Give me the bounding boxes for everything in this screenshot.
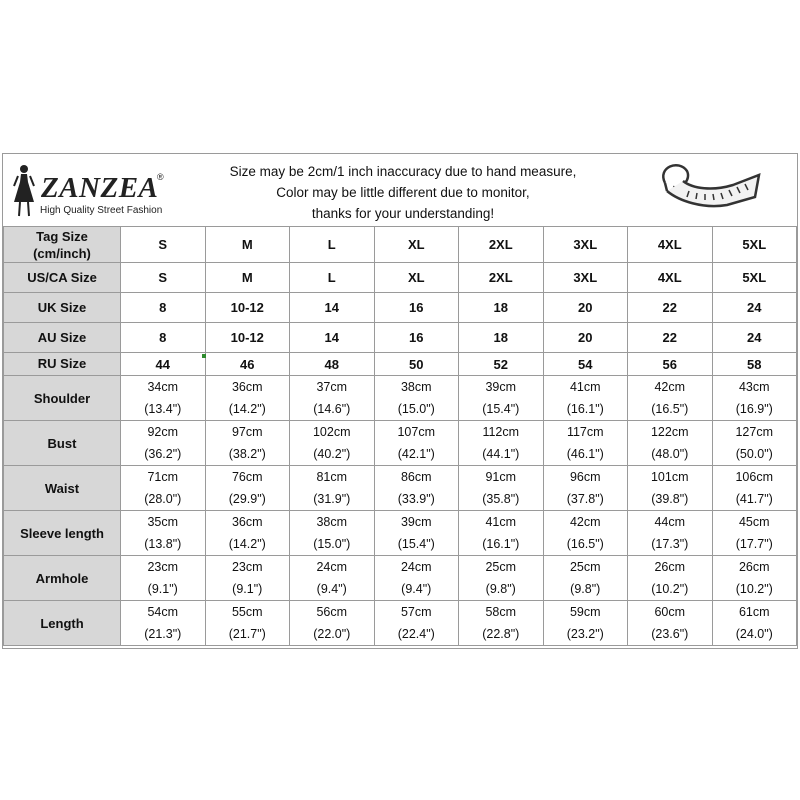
measurement-cell <box>712 601 797 646</box>
inch-value: (22.8") <box>482 627 520 641</box>
measurement-cell <box>459 466 544 511</box>
inch-value: (15.4") <box>397 537 435 551</box>
size-cell: 20 <box>543 293 628 323</box>
size-cell: XL <box>374 263 459 293</box>
measurement-cell <box>712 466 797 511</box>
size-cell: 2XL <box>459 227 544 263</box>
measurement-cell <box>374 466 459 511</box>
size-cell: S <box>121 263 206 293</box>
size-cell: 4XL <box>628 263 713 293</box>
measurement-cell <box>290 556 375 601</box>
inch-value: (17.3") <box>651 537 689 551</box>
inch-value: (17.7") <box>735 537 773 551</box>
cm-value: 86cm <box>400 470 432 484</box>
measurement-cell <box>290 421 375 466</box>
cm-value: 44cm <box>654 515 686 529</box>
row-label <box>4 227 121 263</box>
measurement-cell <box>290 511 375 556</box>
row-label-text: AU Size <box>37 329 87 345</box>
cm-value: 24cm <box>316 560 348 574</box>
measurement-cell <box>628 421 713 466</box>
cm-value: 25cm <box>485 560 517 574</box>
measurement-cell <box>628 556 713 601</box>
inch-value: (9.4") <box>401 582 432 596</box>
size-cell: 2XL <box>459 263 544 293</box>
chart-header <box>3 154 797 227</box>
measurement-cell <box>459 556 544 601</box>
measurement-cell <box>543 511 628 556</box>
inch-value: (10.2") <box>735 582 773 596</box>
row-label: Sleeve length <box>4 511 121 556</box>
measurement-row <box>4 376 797 421</box>
measurement-notice <box>203 161 603 224</box>
size-cell: 20 <box>543 323 628 353</box>
size-row <box>4 263 797 293</box>
inch-value: (21.7") <box>228 627 266 641</box>
size-cell: 54 <box>543 353 628 376</box>
row-label-text: (cm/inch) <box>33 245 91 261</box>
measurement-rows <box>4 376 797 646</box>
measurement-cell <box>121 376 206 421</box>
cm-value: 81cm <box>316 470 348 484</box>
measurement-cell <box>374 556 459 601</box>
measurement-row <box>4 556 797 601</box>
cm-value: 122cm <box>650 425 689 439</box>
measurement-cell <box>121 556 206 601</box>
size-cell: 24 <box>712 323 797 353</box>
inch-value: (16.1") <box>566 402 604 416</box>
size-cell: 58 <box>712 353 797 376</box>
inch-value: (38.2") <box>228 447 266 461</box>
measurement-cell <box>205 466 290 511</box>
row-label-text: US/CA Size <box>27 269 97 285</box>
inch-value: (15.0") <box>397 402 435 416</box>
cm-value: 60cm <box>654 605 686 619</box>
row-label <box>4 293 121 323</box>
cm-value: 91cm <box>485 470 517 484</box>
cm-value: 43cm <box>738 380 770 394</box>
cm-value: 45cm <box>738 515 770 529</box>
size-cell: 22 <box>628 293 713 323</box>
measurement-cell <box>205 556 290 601</box>
cm-value: 26cm <box>738 560 770 574</box>
size-cell: 22 <box>628 323 713 353</box>
inch-value: (36.2") <box>144 447 182 461</box>
size-cell: L <box>290 227 375 263</box>
cm-value: 37cm <box>316 380 348 394</box>
registered-mark: ® <box>157 172 164 182</box>
inch-value: (23.2") <box>566 627 604 641</box>
cm-value: 41cm <box>485 515 517 529</box>
measurement-row <box>4 601 797 646</box>
inch-value: (42.1") <box>397 447 435 461</box>
inch-value: (14.2") <box>228 537 266 551</box>
inch-value: (46.1") <box>566 447 604 461</box>
size-row <box>4 323 797 353</box>
measurement-cell <box>543 421 628 466</box>
inch-value: (40.2") <box>313 447 351 461</box>
dress-figure-icon <box>9 162 39 220</box>
measuring-tape-icon <box>643 157 773 223</box>
cm-value: 42cm <box>654 380 686 394</box>
inch-value: (50.0") <box>735 447 773 461</box>
cm-value: 107cm <box>397 425 436 439</box>
brand-logo <box>9 162 184 220</box>
size-cell: 50 <box>374 353 459 376</box>
inch-value: (16.5") <box>566 537 604 551</box>
inch-value: (14.6") <box>313 402 351 416</box>
size-cell: 14 <box>290 323 375 353</box>
measurement-cell <box>374 511 459 556</box>
cm-value: 59cm <box>569 605 601 619</box>
cm-value: 106cm <box>735 470 774 484</box>
inch-value: (14.2") <box>228 402 266 416</box>
row-label <box>4 263 121 293</box>
cm-value: 42cm <box>569 515 601 529</box>
size-cell: 4XL <box>628 227 713 263</box>
inch-value: (24.0") <box>735 627 773 641</box>
inch-value: (9.8") <box>485 582 516 596</box>
measurement-cell <box>712 556 797 601</box>
row-label: Shoulder <box>4 376 121 421</box>
brand-name: ZANZEA <box>41 172 159 204</box>
row-label: Bust <box>4 421 121 466</box>
cm-value: 25cm <box>569 560 601 574</box>
size-cell: M <box>205 227 290 263</box>
row-label: Waist <box>4 466 121 511</box>
notice-line: Color may be little different due to monitor, <box>276 185 530 200</box>
inch-value: (15.0") <box>313 537 351 551</box>
cm-value: 36cm <box>231 380 263 394</box>
inch-value: (9.1") <box>147 582 178 596</box>
inch-value: (31.9") <box>313 492 351 506</box>
cm-value: 76cm <box>231 470 263 484</box>
inch-value: (9.8") <box>570 582 601 596</box>
inch-value: (39.8") <box>651 492 689 506</box>
brand-tagline: High Quality Street Fashion <box>40 205 163 216</box>
measurement-row <box>4 511 797 556</box>
size-cell: 5XL <box>712 263 797 293</box>
row-label-text: RU Size <box>37 356 87 371</box>
inch-value: (35.8") <box>482 492 520 506</box>
size-row <box>4 353 797 376</box>
size-cell: 10-12 <box>205 323 290 353</box>
cm-value: 36cm <box>231 515 263 529</box>
measurement-cell <box>121 421 206 466</box>
inch-value: (28.0") <box>144 492 182 506</box>
cm-value: 39cm <box>400 515 432 529</box>
size-cell: 56 <box>628 353 713 376</box>
measurement-cell <box>459 421 544 466</box>
size-cell: L <box>290 263 375 293</box>
size-cell: 18 <box>459 293 544 323</box>
cm-value: 58cm <box>485 605 517 619</box>
measurement-cell <box>459 376 544 421</box>
inch-value: (9.1") <box>232 582 263 596</box>
notice-line: Size may be 2cm/1 inch inaccuracy due to hand measure, <box>229 164 577 179</box>
size-cell: S <box>121 227 206 263</box>
measurement-cell <box>374 601 459 646</box>
measurement-cell <box>628 511 713 556</box>
size-rows <box>4 227 797 376</box>
inch-value: (21.3") <box>144 627 182 641</box>
cm-value: 54cm <box>147 605 179 619</box>
measurement-cell <box>712 376 797 421</box>
cm-value: 41cm <box>569 380 601 394</box>
cm-value: 26cm <box>654 560 686 574</box>
cm-value: 117cm <box>566 425 604 439</box>
measurement-cell <box>290 466 375 511</box>
size-cell: 46 <box>205 353 290 376</box>
measurement-cell <box>205 421 290 466</box>
notice-line: thanks for your understanding! <box>311 206 495 221</box>
size-row <box>4 293 797 323</box>
cm-value: 112cm <box>482 425 520 439</box>
cm-value: 101cm <box>650 470 689 484</box>
size-cell: 24 <box>712 293 797 323</box>
row-label: Length <box>4 601 121 646</box>
measurement-cell <box>543 466 628 511</box>
measurement-cell <box>459 511 544 556</box>
size-cell: 8 <box>121 293 206 323</box>
row-label-text: UK Size <box>37 299 87 315</box>
size-cell: 8 <box>121 323 206 353</box>
inch-value: (10.2") <box>651 582 689 596</box>
measurement-cell <box>205 601 290 646</box>
cm-value: 97cm <box>231 425 263 439</box>
row-label-text: Tag Size <box>36 228 88 244</box>
measurement-cell <box>374 421 459 466</box>
cm-value: 61cm <box>738 605 770 619</box>
measurement-cell <box>459 601 544 646</box>
size-cell: 10-12 <box>205 293 290 323</box>
size-cell: 48 <box>290 353 375 376</box>
inch-value: (22.4") <box>397 627 435 641</box>
cm-value: 39cm <box>485 380 517 394</box>
size-cell: 44 <box>121 353 206 376</box>
cm-value: 57cm <box>400 605 432 619</box>
measurement-row <box>4 466 797 511</box>
cm-value: 34cm <box>147 380 179 394</box>
size-chart <box>2 153 798 649</box>
inch-value: (13.8") <box>144 537 182 551</box>
measurement-cell <box>543 556 628 601</box>
row-label: Armhole <box>4 556 121 601</box>
cm-value: 55cm <box>231 605 263 619</box>
size-cell: M <box>205 263 290 293</box>
measurement-cell <box>712 421 797 466</box>
size-cell: 14 <box>290 293 375 323</box>
inch-value: (37.8") <box>566 492 604 506</box>
size-cell: 52 <box>459 353 544 376</box>
cm-value: 96cm <box>569 470 601 484</box>
inch-value: (33.9") <box>397 492 435 506</box>
cm-value: 38cm <box>400 380 432 394</box>
inch-value: (29.9") <box>228 492 266 506</box>
measurement-cell <box>628 466 713 511</box>
measurement-cell <box>205 511 290 556</box>
cm-value: 23cm <box>231 560 263 574</box>
cell-marker <box>202 354 206 358</box>
inch-value: (9.4") <box>316 582 347 596</box>
cm-value: 23cm <box>147 560 179 574</box>
measurement-cell <box>628 376 713 421</box>
cm-value: 71cm <box>147 470 179 484</box>
measurement-cell <box>543 601 628 646</box>
row-label <box>4 323 121 353</box>
inch-value: (22.0") <box>313 627 351 641</box>
row-label <box>4 353 121 376</box>
cm-value: 92cm <box>147 425 179 439</box>
cm-value: 38cm <box>316 515 348 529</box>
measurement-cell <box>121 466 206 511</box>
inch-value: (41.7") <box>735 492 773 506</box>
inch-value: (15.4") <box>482 402 520 416</box>
measurement-cell <box>121 511 206 556</box>
cm-value: 102cm <box>312 425 351 439</box>
size-cell: 3XL <box>543 227 628 263</box>
inch-value: (16.9") <box>735 402 773 416</box>
measurement-cell <box>374 376 459 421</box>
measurement-cell <box>121 601 206 646</box>
size-cell: 16 <box>374 293 459 323</box>
size-row <box>4 227 797 263</box>
size-cell: 18 <box>459 323 544 353</box>
measurement-cell <box>290 376 375 421</box>
inch-value: (16.5") <box>651 402 689 416</box>
cm-value: 127cm <box>735 425 774 439</box>
measurement-row <box>4 421 797 466</box>
size-cell: XL <box>374 227 459 263</box>
size-cell: 5XL <box>712 227 797 263</box>
inch-value: (44.1") <box>482 447 520 461</box>
cm-value: 35cm <box>147 515 179 529</box>
measurement-cell <box>290 601 375 646</box>
measurement-cell <box>205 376 290 421</box>
measurement-cell <box>628 601 713 646</box>
inch-value: (23.6") <box>651 627 689 641</box>
size-table <box>3 226 797 646</box>
cm-value: 24cm <box>400 560 432 574</box>
size-cell: 3XL <box>543 263 628 293</box>
size-cell: 16 <box>374 323 459 353</box>
inch-value: (16.1") <box>482 537 520 551</box>
measurement-cell <box>543 376 628 421</box>
inch-value: (13.4") <box>144 402 182 416</box>
measurement-cell <box>712 511 797 556</box>
cm-value: 56cm <box>316 605 348 619</box>
inch-value: (48.0") <box>651 447 689 461</box>
